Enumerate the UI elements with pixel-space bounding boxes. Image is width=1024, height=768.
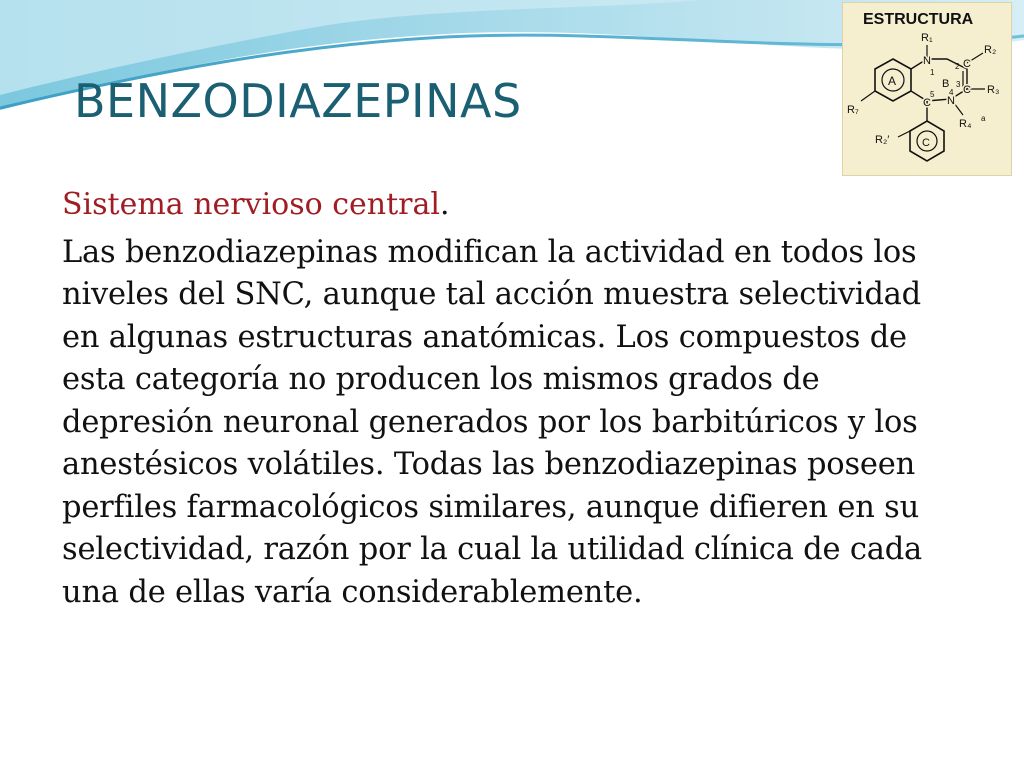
ring-b-label: B — [942, 78, 950, 90]
position-3: 3 — [956, 80, 961, 89]
slide-title: BENZODIAZEPINAS — [74, 74, 522, 128]
structure-heading: ESTRUCTURA — [863, 11, 974, 28]
benzodiazepine-structure-figure — [842, 2, 1012, 176]
section-heading-text: Sistema nervioso central — [62, 187, 440, 222]
section-heading — [62, 186, 962, 224]
atom-c3: C — [963, 84, 971, 96]
substituent-r2: R₂ — [984, 44, 997, 56]
ring-c-label: C — [922, 137, 930, 149]
position-5: 5 — [930, 90, 935, 99]
position-4: 4 — [949, 88, 954, 97]
body-paragraph: Las benzodiazepinas modifican la actividad en todos los niveles del SNC, aunque tal acción muestra selectividad en algunas estructuras anatómicas. Los compuestos de esta categoría no producen los mismos grados de depresión neuronal generados por los barbitúricos y los anestésicos volátiles. Todas las benzodiazepinas poseen perfiles farmacológicos similares, aunque difieren en su selectividad, razón por la cual la utilidad clínica de cada una de ellas varía considerablemente. — [62, 234, 923, 610]
position-2: 2 — [955, 62, 960, 71]
substituent-r4-superscript: a — [981, 114, 986, 123]
substituent-r3: R₃ — [987, 84, 1000, 96]
position-1: 1 — [930, 68, 935, 77]
section-heading-period: . — [440, 187, 450, 222]
atom-c5: C — [923, 97, 931, 109]
slide-body — [62, 186, 962, 614]
bond-r7 — [861, 91, 875, 101]
substituent-r2-prime: R₂′ — [875, 134, 890, 146]
substituent-r7: R₇ — [847, 104, 859, 116]
atom-c2: C — [963, 58, 971, 70]
ring-a-label: A — [888, 74, 897, 88]
substituent-r1: R₁ — [921, 32, 933, 44]
atom-n1: N — [923, 55, 931, 67]
bond-r2prime — [898, 131, 910, 137]
substituent-r4: R₄ — [959, 118, 972, 130]
atom-n4: N — [947, 95, 955, 107]
